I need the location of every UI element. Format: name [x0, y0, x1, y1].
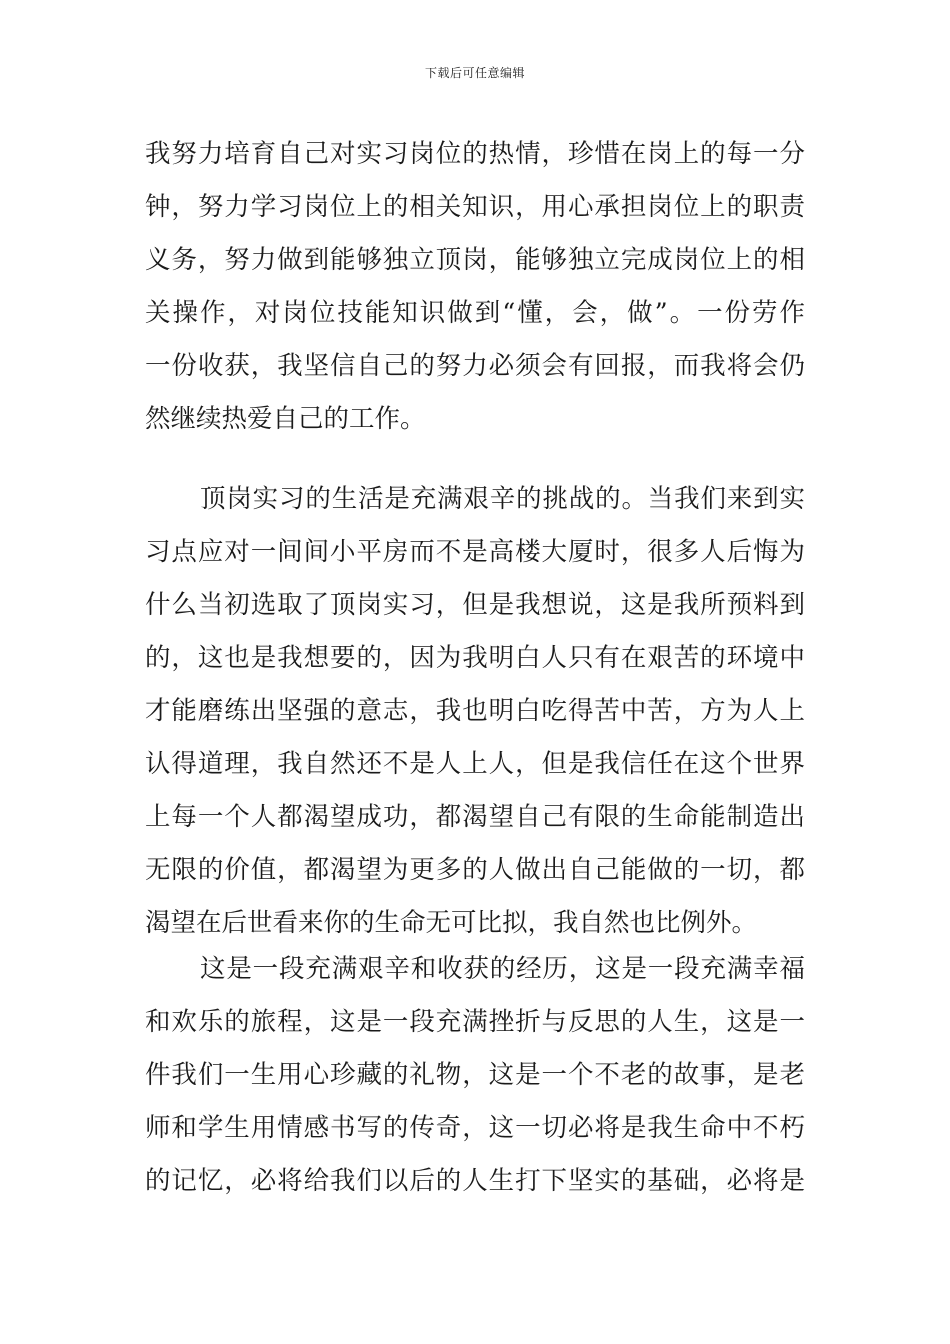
text-line: 才能磨练出坚强的意志，我也明白吃得苦中苦，方为人上	[145, 696, 805, 726]
text-line: 义务，努力做到能够独立顶岗，能够独立完成岗位上的相	[145, 245, 805, 275]
paragraph-1	[145, 128, 805, 446]
text-line: 师和学生用情感书写的传奇，这一切必将是我生命中不朽	[145, 1113, 805, 1143]
text-line: 习点应对一间间小平房而不是高楼大厦时，很多人后悔为	[145, 537, 805, 567]
text-line: 渴望在后世看来你的生命无可比拟，我自然也比例外。	[145, 908, 758, 938]
text-line: 这是一段充满艰辛和收获的经历，这是一段充满幸福	[200, 954, 805, 984]
text-line: 上每一个人都渴望成功，都渴望自己有限的生命能制造出	[145, 802, 805, 832]
paragraph-3	[145, 943, 805, 1208]
paragraph-2	[145, 473, 805, 950]
text-line: 钟，努力学习岗位上的相关知识，用心承担岗位上的职责	[145, 192, 805, 222]
text-line: 无限的价值，都渴望为更多的人做出自己能做的一切，都	[145, 855, 805, 885]
text-line: 的记忆，必将给我们以后的人生打下坚实的基础，必将是	[145, 1166, 805, 1196]
text-line: 件我们一生用心珍藏的礼物，这是一个不老的故事，是老	[145, 1060, 805, 1090]
text-line: 和欢乐的旅程，这是一段充满挫折与反思的人生，这是一	[145, 1007, 805, 1037]
text-line: 顶岗实习的生活是充满艰辛的挑战的。当我们来到实	[200, 484, 805, 514]
text-line: 我努力培育自己对实习岗位的热情，珍惜在岗上的每一分	[145, 139, 805, 169]
text-line: 关操作，对岗位技能知识做到“懂，会，做”。一份劳作	[145, 298, 805, 328]
text-line: 一份收获，我坚信自己的努力必须会有回报，而我将会仍	[145, 351, 805, 381]
text-line: 然继续热爱自己的工作。	[145, 404, 426, 434]
text-line: 认得道理，我自然还不是人上人，但是我信任在这个世界	[145, 749, 805, 779]
text-line: 的，这也是我想要的，因为我明白人只有在艰苦的环境中	[145, 643, 805, 673]
page-header: 下载后可任意编辑	[424, 66, 525, 80]
text-line: 什么当初选取了顶岗实习，但是我想说，这是我所预料到	[145, 590, 805, 620]
